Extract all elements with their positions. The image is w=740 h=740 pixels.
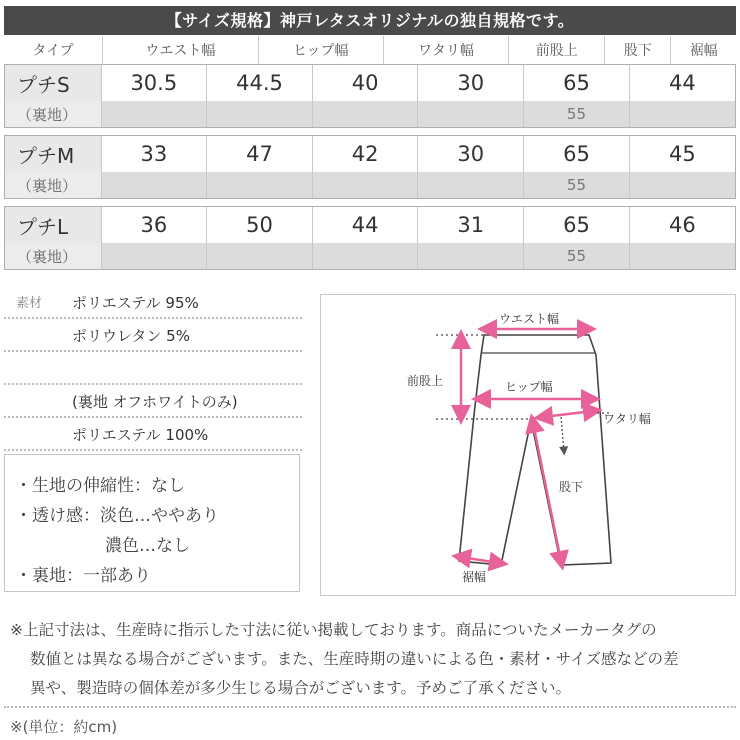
waist-value: 30.5	[101, 65, 207, 101]
waist-label: ウエスト幅	[499, 312, 560, 326]
pants-illustration	[321, 295, 735, 595]
rise-label: 前股上	[407, 374, 444, 388]
size-block-s	[4, 64, 736, 128]
table-row	[5, 207, 735, 243]
sheer-property: ・透け感：淡色…ややあり	[15, 506, 219, 526]
lining-inseam-value: 55	[524, 243, 630, 269]
rise-value: 31	[418, 207, 524, 243]
disclaimer-note	[10, 616, 736, 703]
hem-value: 45	[629, 136, 735, 172]
material-line: (裏地 オフホワイトのみ)	[72, 393, 238, 411]
lining-label: （裏地）	[5, 243, 101, 269]
hip-value: 47	[207, 136, 313, 172]
table-row	[5, 65, 735, 101]
lining-label: （裏地）	[5, 172, 101, 198]
col-type: タイプ	[4, 36, 103, 64]
waist-value: 33	[101, 136, 207, 172]
lining-row	[5, 101, 735, 127]
size-block-m	[4, 135, 736, 199]
col-thigh: ワタリ幅	[383, 36, 509, 64]
lining-inseam-value: 55	[524, 172, 630, 198]
material-row	[4, 286, 302, 319]
thigh-label: ワタリ幅	[603, 412, 651, 426]
unit-note: ※(単位：約cm)	[10, 718, 118, 736]
material-line: ポリエステル 95%	[72, 294, 199, 312]
hem-value: 46	[629, 207, 735, 243]
col-hem: 裾幅	[689, 43, 718, 59]
material-line: ポリエステル 100%	[72, 426, 209, 444]
thigh-value: 44	[312, 207, 418, 243]
rise-value: 30	[418, 65, 524, 101]
size-banner: 【サイズ規格】神戸レタスオリジナルの独自規格です。	[4, 6, 736, 35]
table-row	[5, 136, 735, 172]
material-list	[4, 286, 302, 451]
material-row	[4, 319, 302, 352]
thigh-value: 42	[312, 136, 418, 172]
size-name: プチL	[5, 207, 101, 243]
stretch-property: ・生地の伸縮性：なし	[15, 476, 185, 496]
hem-label: 裾幅	[462, 570, 487, 584]
divider	[4, 706, 736, 708]
col-hip: ヒップ幅	[258, 36, 383, 64]
lining-property: ・裏地：一部あり	[15, 566, 151, 586]
size-block-l	[4, 206, 736, 270]
hip-label: ヒップ幅	[505, 380, 553, 394]
rise-value: 30	[418, 136, 524, 172]
inseam-value: 65	[524, 136, 630, 172]
size-name: プチS	[5, 65, 101, 101]
lining-inseam-value: 55	[524, 101, 630, 127]
material-line: ポリウレタン 5%	[72, 327, 190, 345]
waist-value: 36	[101, 207, 207, 243]
inseam-value: 65	[524, 65, 630, 101]
thigh-value: 40	[312, 65, 418, 101]
pants-outline	[459, 335, 611, 565]
sheer-dark-property: 濃色…なし	[105, 536, 190, 556]
pants-diagram	[320, 294, 736, 596]
material-label: 素材	[16, 296, 43, 311]
hip-value: 50	[207, 207, 313, 243]
material-row	[4, 385, 302, 418]
col-inseam: 股下	[605, 36, 671, 64]
inseam-label: 股下	[559, 480, 584, 494]
lining-row	[5, 243, 735, 269]
hem-value: 44	[629, 65, 735, 101]
inseam-value: 65	[524, 207, 630, 243]
note-line: 異や、製造時の個体差が多少生じる場合がございます。予めご了承ください。	[30, 679, 571, 697]
note-line: 数値とは異なる場合がございます。また、生産時期の違いによる色・素材・サイズ感などの差	[30, 650, 679, 668]
fabric-properties	[4, 454, 300, 592]
col-waist: ウエスト幅	[103, 36, 259, 64]
lining-label: （裏地）	[5, 101, 101, 127]
size-name: プチM	[5, 136, 101, 172]
hip-value: 44.5	[207, 65, 313, 101]
col-rise: 前股上	[509, 36, 605, 64]
size-table-header	[4, 36, 736, 64]
lining-row	[5, 172, 735, 198]
material-row	[4, 418, 302, 451]
note-line: ※上記寸法は、生産時に指示した寸法に従い掲載しております。商品についたメーカータグの	[10, 621, 657, 639]
material-row	[4, 352, 302, 385]
